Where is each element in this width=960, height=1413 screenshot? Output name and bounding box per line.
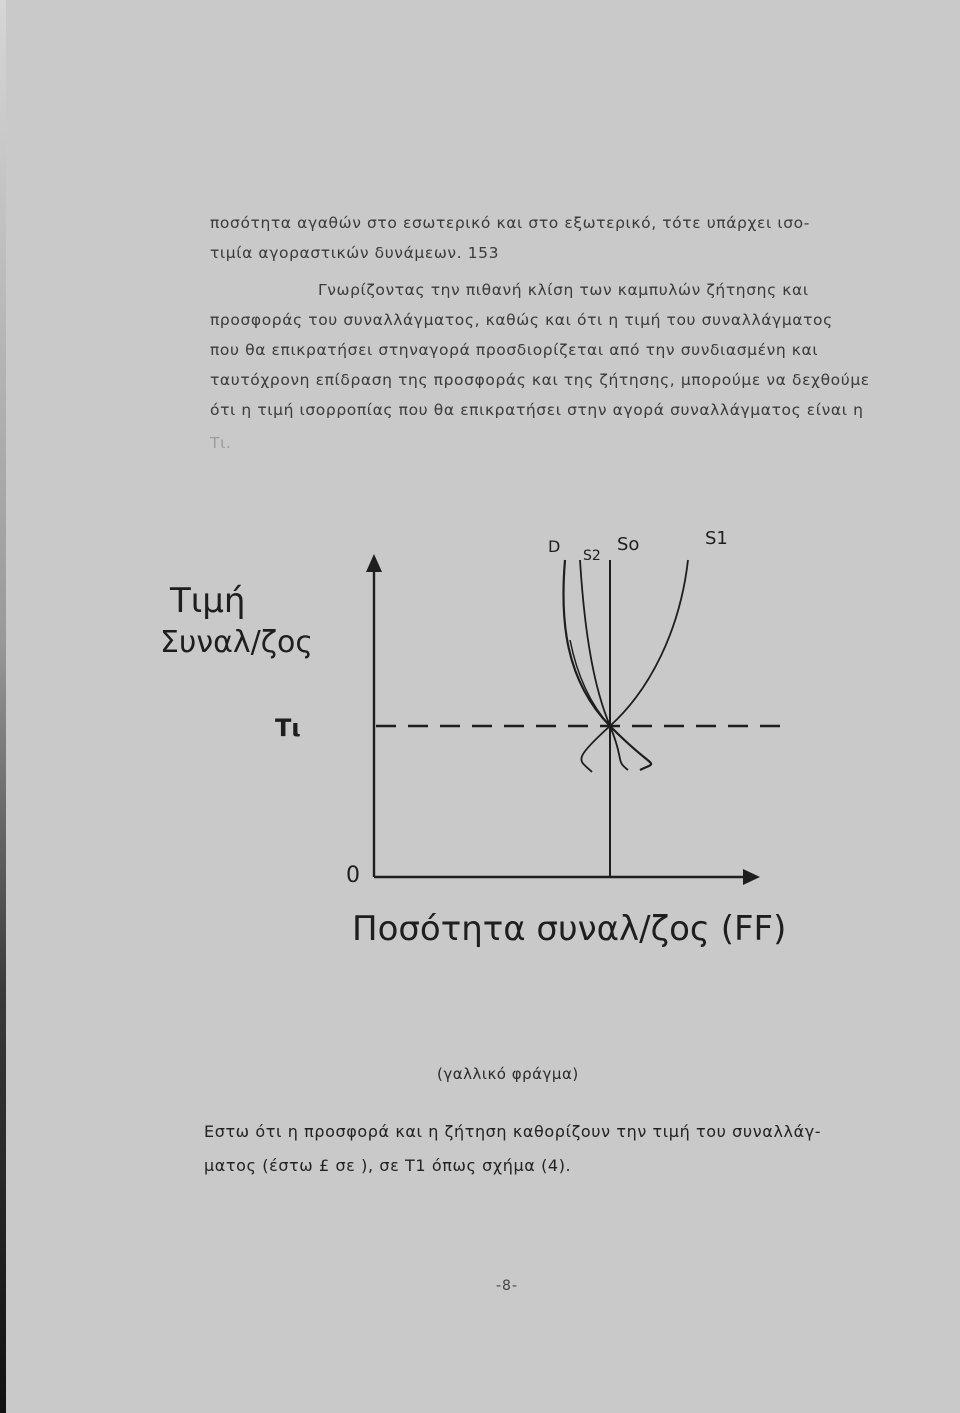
supply-curve-S1: [581, 560, 688, 772]
x-axis-label: Ποσότητα συναλ/ζος (FF): [352, 909, 787, 949]
paragraph-line: που θα επικρατήσει στηναγορά προσδιορίζεται από την συνδιασμένη και: [210, 341, 819, 359]
origin-label: 0: [346, 863, 360, 888]
closing-line: Εστω ότι η προσφορά και η ζήτηση καθορίζουν την τιμή του συναλλάγ-: [204, 1122, 822, 1141]
supply-curve-S2: [580, 560, 628, 770]
curve-label-S2: S2: [583, 548, 601, 564]
curve-label-So: So: [617, 534, 640, 555]
paragraph-line: προσφοράς του συναλλάγματος, καθώς και ότι η τιμή του συναλλάγματος: [210, 311, 833, 329]
curve-label-S1: S1: [705, 528, 728, 549]
scan-edge-shadow: [0, 0, 6, 1413]
y-axis-arrow: [366, 554, 382, 572]
paragraph-line: ποσότητα αγαθών στο εσωτερικό και στο εξωτερικό, τότε υπάρχει ισο-: [210, 214, 810, 232]
figure-caption: (γαλλικό φράγμα): [437, 1065, 579, 1083]
paragraph-line: Γνωρίζοντας την πιθανή κλίση των καμπυλών ζήτησης και: [318, 281, 809, 299]
paragraph-line: τιμία αγοραστικών δυνάμεων. 153: [210, 244, 500, 262]
paragraph-line: ότι η τιμή ισορροπίας που θα επικρατήσει στην αγορά συναλλάγματος είναι η: [210, 401, 864, 419]
equilibrium-price-label: Τι: [275, 714, 301, 742]
y-axis-label-line1: Τιμή: [170, 581, 246, 621]
page-number: -8-: [496, 1278, 519, 1294]
paragraph-line: ταυτόχρονη επίδραση της προσφοράς και της ζήτησης, μπορούμε να δεχθούμε: [210, 371, 870, 389]
supply-demand-diagram: [140, 520, 880, 960]
y-axis-label-line2: Συναλ/ζος: [160, 625, 313, 660]
closing-line: ματος (έστω £ σε ), σε Τ1 όπως σχήμα (4).: [204, 1156, 572, 1175]
x-axis-arrow: [743, 869, 760, 885]
curve-label-D: D: [548, 537, 561, 556]
paragraph-line: Τι.: [210, 434, 232, 452]
